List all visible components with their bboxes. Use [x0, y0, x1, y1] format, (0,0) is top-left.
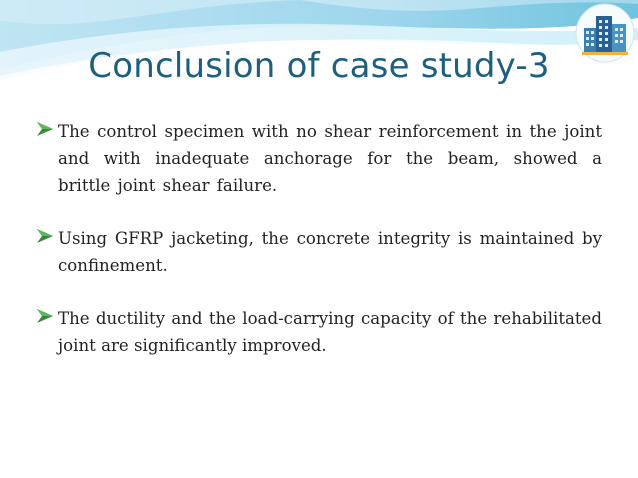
bullet-list — [36, 118, 602, 385]
arrow-bullet-icon — [36, 308, 54, 324]
slide-title: Conclusion of case study-3 — [88, 46, 550, 86]
bullet-item — [36, 305, 602, 359]
bullet-text: Using GFRP jacketing, the concrete integrity is maintained by confinement. — [58, 229, 602, 275]
bullet-text: The control specimen with no shear reinforcement in the joint and with inadequate anchorage for the beam, showed a brittle joint shear failure. — [58, 122, 602, 195]
arrow-bullet-icon — [36, 228, 54, 244]
bullet-item — [36, 118, 602, 199]
bullet-text: The ductility and the load-carrying capacity of the rehabilitated joint are significantly improved. — [58, 309, 602, 355]
arrow-bullet-icon — [36, 121, 54, 137]
bullet-item — [36, 225, 602, 279]
